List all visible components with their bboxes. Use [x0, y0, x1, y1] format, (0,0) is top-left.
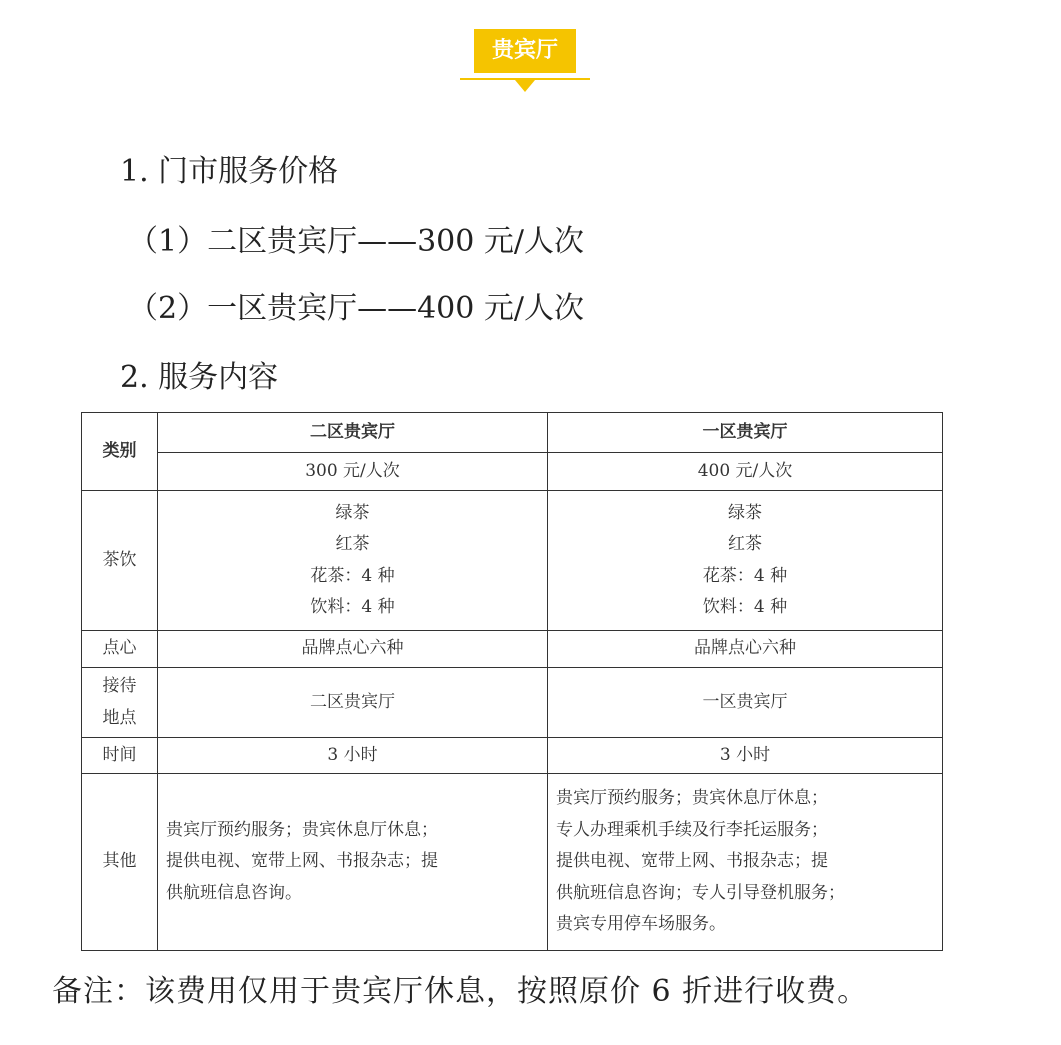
zone1-header: 一区贵宾厅	[548, 413, 943, 453]
place-label-line: 接待	[102, 676, 137, 697]
other-line: 专人办理乘机手续及行李托运服务；	[556, 819, 828, 840]
zone2-time: 3 小时	[158, 738, 548, 774]
place-label-line: 地点	[102, 707, 137, 728]
other-line: 提供电视、宽带上网、书报杂志；提	[556, 851, 828, 872]
price-heading: 1. 门市服务价格	[120, 154, 339, 189]
zone1-place: 一区贵宾厅	[548, 668, 943, 738]
zone2-snack: 品牌点心六种	[158, 631, 548, 668]
tea-label: 茶饮	[82, 491, 158, 631]
tea-item: 红茶	[728, 534, 762, 555]
section-title-badge: 贵宾厅	[474, 29, 576, 73]
tea-item: 花茶：4 种	[310, 565, 395, 586]
badge-pointer-icon	[515, 80, 535, 92]
tea-item: 绿茶	[335, 502, 370, 523]
zone2-price: 300 元/人次	[158, 453, 548, 491]
other-label: 其他	[82, 774, 158, 951]
zone2-other	[158, 774, 548, 951]
zone1-snack: 品牌点心六种	[548, 631, 943, 668]
zone1-price: 400 元/人次	[548, 453, 943, 491]
zone1-other	[548, 774, 943, 951]
tea-item: 饮料：4 种	[310, 596, 395, 617]
service-table	[81, 412, 943, 951]
zone2-place: 二区贵宾厅	[158, 668, 548, 738]
zone2-header: 二区贵宾厅	[158, 413, 548, 453]
snack-label: 点心	[82, 631, 158, 668]
place-label	[82, 668, 158, 738]
other-line: 提供电视、宽带上网、书报杂志；提	[166, 851, 438, 872]
zone1-time: 3 小时	[548, 738, 943, 774]
tea-item: 红茶	[335, 534, 370, 555]
price-item-zone2: （1）二区贵宾厅——300 元/人次	[128, 224, 584, 259]
zone2-tea	[158, 491, 548, 631]
other-line: 贵宾专用停车场服务。	[556, 914, 726, 935]
zone1-tea	[548, 491, 943, 631]
other-line: 供航班信息咨询；专人引导登机服务；	[556, 882, 845, 903]
tea-item: 花茶：4 种	[702, 565, 788, 586]
price-item-zone1: （2）一区贵宾厅——400 元/人次	[128, 291, 584, 326]
other-line: 贵宾厅预约服务；贵宾休息厅休息；	[556, 788, 828, 809]
other-line: 贵宾厅预约服务；贵宾休息厅休息；	[166, 819, 438, 840]
category-header: 类别	[82, 413, 158, 491]
tea-item: 饮料：4 种	[702, 596, 788, 617]
service-heading: 2. 服务内容	[120, 360, 279, 395]
other-line: 供航班信息咨询。	[166, 882, 302, 903]
tea-item: 绿茶	[728, 502, 762, 523]
time-label: 时间	[82, 738, 158, 774]
footnote: 备注：该费用仅用于贵宾厅休息，按照原价 6 折进行收费。	[52, 974, 869, 1009]
